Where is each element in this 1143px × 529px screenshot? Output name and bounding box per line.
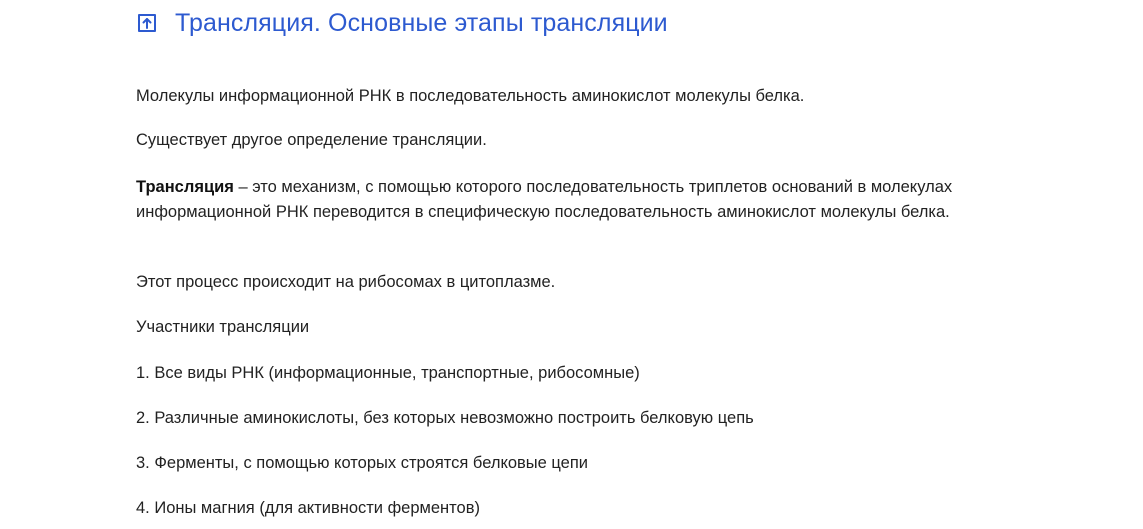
definition-text: – это механизм, с помощью которого последовательность триплетов оснований в молекулах информационной РНК переводится в специфическую последовательность аминокислот молекулы белка. [136,178,953,221]
section-heading [136,8,668,38]
term-bold: Трансляция [136,178,234,196]
list-item: 4. Ионы магния (для активности ферментов) [136,499,480,517]
list-item: 3. Ферменты, с помощью которых строятся белковые цепи [136,454,589,472]
list-item: 2. Различные аминокислоты, без которых невозможно построить белковую цепь [136,409,754,427]
list-item: 1. Все виды РНК (информационные, транспортные, рибосомные) [136,364,640,382]
paragraph-1: Молекулы информационной РНК в последовательность аминокислот молекулы белка. [136,87,805,105]
page-title: Трансляция. Основные этапы трансляции [175,9,668,37]
paragraph-definition [136,175,996,224]
paragraph-2: Существует другое определение трансляции. [136,131,487,149]
paragraph-participants: Участники трансляции [136,318,310,336]
arrow-up-box-icon[interactable] [136,12,158,34]
paragraph-4: Этот процесс происходит на рибосомах в цитоплазме. [136,273,556,291]
